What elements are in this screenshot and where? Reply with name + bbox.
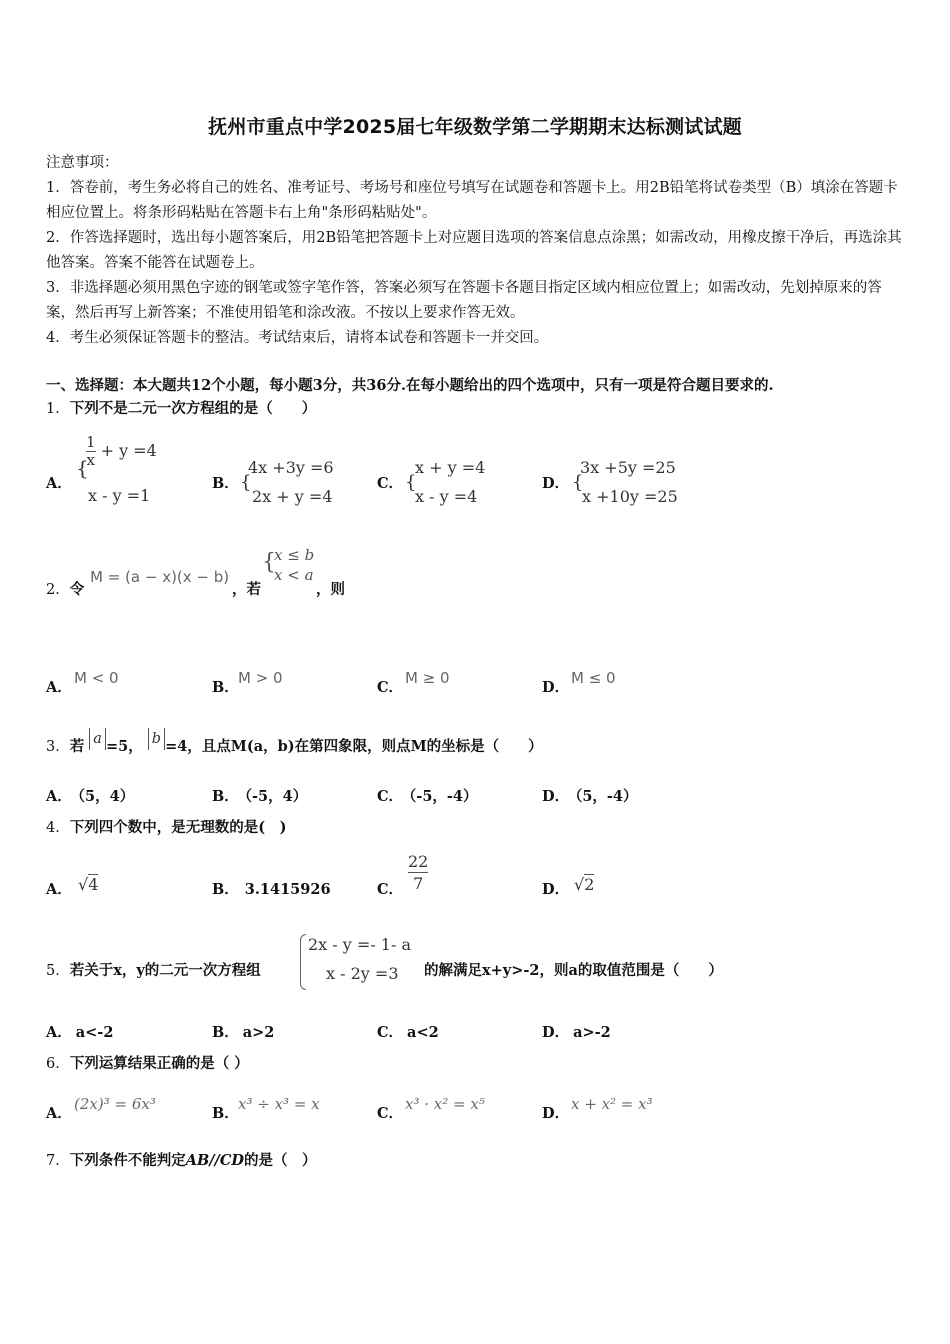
question-number: 4． — [46, 820, 70, 836]
equation-line: 2x + y =4 — [252, 487, 333, 506]
q3-option-d: D． （5，-4） — [542, 788, 638, 805]
q4-option-c — [408, 852, 428, 895]
q6-option-d: x + x² = x³ — [571, 1095, 653, 1113]
q6-option-b-label: B． — [212, 1105, 239, 1122]
q6-option-b: x³ ÷ x³ = x — [238, 1095, 320, 1113]
notice-item: 1．答卷前，考生务必将自己的姓名、准考证号、考场号和座位号填写在试题卷和答题卡上。用2B铅笔将试卷类型（B）填涂在答题卡相应位置上。将条形码粘贴在答题卡右上角"条形码粘贴处"。 — [46, 180, 898, 221]
question-3 — [46, 731, 543, 758]
question-number: 5． — [46, 963, 70, 979]
q3-option-c: C． （-5，-4） — [377, 788, 478, 805]
question-text: 若关于x，y的二元一次方程组 — [69, 962, 261, 979]
left-brace-icon: { — [76, 456, 89, 480]
question-6 — [46, 1053, 249, 1075]
q5-option-a: A． a<-2 — [46, 1024, 114, 1041]
q2-option-b: M > 0 — [238, 669, 283, 687]
q2-option-b-label: B． — [212, 679, 239, 696]
left-brace-icon: { — [262, 550, 276, 575]
q1-option-c-label: C． — [377, 475, 404, 492]
equation-line: x - 2y =3 — [326, 964, 399, 983]
equation-line: 3x +5y =25 — [580, 458, 676, 477]
notice-heading: 注意事项： — [46, 155, 119, 171]
section-heading: 一、选择题：本大题共12个小题，每小题3分，共36分.在每小题给出的四个选项中，只有一项是符合题目要求的. — [46, 377, 774, 394]
question-text: 令 — [69, 581, 85, 598]
condition-line: x < a — [274, 566, 314, 584]
q4-option-a-label: A． — [46, 881, 72, 898]
q5-option-c: C． a<2 — [377, 1024, 439, 1041]
q5-option-d: D． a>-2 — [542, 1024, 611, 1041]
equation-line: x + y =4 — [415, 458, 486, 477]
left-brace-icon: { — [572, 472, 584, 493]
question-number: 2． — [46, 582, 70, 598]
q2-text-then: ，则 — [316, 581, 345, 598]
q5-option-b: B． a>2 — [212, 1024, 275, 1041]
q4-option-d-label: D． — [542, 881, 570, 898]
q4-option-a: √4 — [78, 875, 99, 894]
q2-text-if: ，若 — [232, 581, 261, 598]
question-text: 若 — [69, 738, 85, 755]
question-2 — [46, 579, 84, 601]
question-4 — [46, 817, 286, 839]
q2-option-a-label: A． — [46, 679, 72, 696]
q2-option-d-label: D． — [542, 679, 570, 696]
equation-line: 2x - y =- 1- a — [308, 935, 412, 954]
left-brace-icon: { — [240, 472, 252, 493]
question-number: 6． — [46, 1056, 70, 1072]
page-title: 抚州市重点中学2025届七年级数学第二学期期末达标测试试题 — [208, 116, 742, 138]
equation-line: x - y =1 — [88, 486, 151, 505]
q4-option-d: √2 — [574, 875, 595, 894]
question-text: =5， — [105, 738, 143, 755]
question-text: =4，且点M(a，b)在第四象限，则点M的坐标是（ ） — [165, 738, 543, 755]
sqrt-icon: √ — [78, 875, 89, 894]
q4-option-c-label: C． — [377, 881, 404, 898]
sqrt-icon: √ — [574, 875, 585, 894]
fraction-denominator: 7 — [408, 872, 428, 895]
question-text: 下列运算结果正确的是（ ） — [69, 1055, 249, 1072]
q6-option-c: x³ · x² = x⁵ — [405, 1095, 485, 1113]
q6-option-d-label: D． — [542, 1105, 570, 1122]
question-text: 的是（ ） — [243, 1152, 317, 1169]
q2-option-c-label: C． — [377, 679, 404, 696]
q1-option-a-label: A． — [46, 475, 72, 492]
segment-ab: AB — [185, 1152, 210, 1169]
q2-option-d: M ≤ 0 — [571, 669, 616, 687]
q2-option-a: M < 0 — [74, 669, 119, 687]
q4-option-b: B． 3.1415926 — [212, 881, 331, 898]
q1-option-d-label: D． — [542, 475, 570, 492]
question-5-text: 的解满足x+y>-2，则a的取值范围是（ ） — [424, 962, 723, 979]
equation-line: 4x +3y =6 — [248, 458, 334, 477]
question-number: 3． — [46, 739, 70, 755]
segment-cd: CD — [219, 1152, 244, 1169]
q3-option-a: A． （5，4） — [46, 788, 135, 805]
q6-option-a-label: A． — [46, 1105, 72, 1122]
parallel-symbol: // — [209, 1152, 220, 1169]
abs-value-b: b — [148, 728, 165, 750]
abs-value-a: a — [89, 728, 106, 750]
left-brace-icon: { — [405, 472, 417, 493]
q6-option-a: (2x)³ = 6x³ — [74, 1095, 156, 1113]
equation-line: x - y =4 — [415, 487, 478, 506]
q6-option-c-label: C． — [377, 1105, 404, 1122]
equation-line: + y =4 — [100, 441, 157, 460]
fraction-numerator: 22 — [408, 852, 429, 871]
fraction-denominator: x — [86, 451, 95, 469]
notice-item: 4．考生必须保证答题卡的整洁。考试结束后，请将本试卷和答题卡一并交回。 — [46, 330, 549, 346]
q3-option-b: B． （-5，4） — [212, 788, 308, 805]
question-5 — [46, 960, 261, 982]
equation-line: x +10y =25 — [582, 487, 678, 506]
question-1 — [46, 398, 316, 420]
q2-expression: M = (a − x)(x − b) — [90, 568, 230, 586]
question-7 — [46, 1150, 316, 1172]
question-number: 1． — [46, 401, 70, 417]
condition-line: x ≤ b — [274, 546, 315, 564]
notice-item: 3．非选择题必须用黑色字迹的钢笔或签字笔作答，答案必须写在答题卡各题目指定区域内相应位置上；如需改动，先划掉原来的答案，然后再写上新答案；不准使用铅笔和涂改液。不按以上要求作答无效。 — [46, 280, 882, 321]
question-text: 下列不是二元一次方程组的是（ ） — [69, 400, 317, 417]
q1-option-b-label: B． — [212, 475, 239, 492]
fraction-numerator: 1 — [86, 433, 96, 451]
left-brace-icon — [300, 934, 306, 990]
q2-option-c: M ≥ 0 — [405, 669, 450, 687]
question-text: 下列条件不能判定 — [69, 1152, 186, 1169]
notice-item: 2．作答选择题时，选出每小题答案后，用2B铅笔把答题卡上对应题目选项的答案信息点涂黑；如需改动，用橡皮擦干净后，再选涂其他答案。答案不能答在试题卷上。 — [46, 230, 902, 271]
notice-block — [46, 151, 906, 351]
question-text: 下列四个数中，是无理数的是( ) — [69, 819, 287, 836]
question-number: 7． — [46, 1153, 70, 1169]
